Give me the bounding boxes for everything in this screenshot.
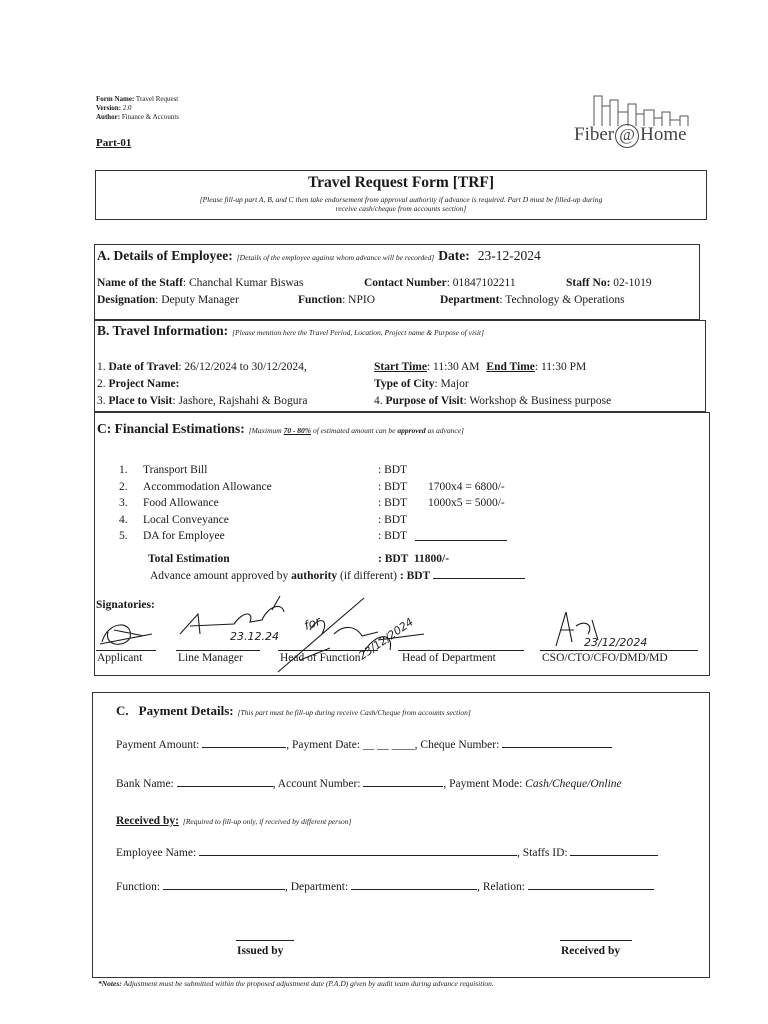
hand-head-function-date: 23/12/2024 — [356, 615, 416, 663]
signatures-overlay — [94, 590, 714, 680]
contact-label: Contact Number — [364, 277, 447, 289]
cxo-label: CSO/CTO/CFO/DMD/MD — [542, 652, 668, 664]
head-function-label: Head of Function — [280, 652, 361, 664]
city-label: Type of City — [374, 378, 435, 390]
payment-heading-num: C. — [116, 703, 129, 718]
issued-by-label: Issued by — [237, 945, 284, 957]
end-time-label: End Time — [486, 361, 535, 373]
footer-notes — [98, 979, 494, 988]
note-pre: [Maximum — [248, 426, 284, 435]
payment-row-3 — [116, 845, 658, 859]
applicant-signature — [100, 625, 152, 644]
head-department-label: Head of Department — [402, 652, 496, 664]
item-label: Food Allowance — [143, 497, 219, 509]
item-num: 2. — [119, 480, 128, 493]
received-by-label: Received by: — [116, 815, 179, 827]
payment-date-field[interactable]: __ __ ____ — [362, 739, 415, 751]
advance-pre: Advance amount approved by — [150, 570, 292, 582]
notes-text: Adjustment must be submitted within the proposed adjustment date (P.A.D) given by audit team during advance requisition. — [121, 979, 494, 988]
form-instruction-2: receive cash/cheque from accounts section] — [335, 204, 467, 213]
item-label: Accommodation Allowance — [143, 480, 272, 493]
time-field — [374, 361, 586, 373]
item-amount: 1000x5 = 5000/- — [428, 497, 505, 509]
note-post: as advance] — [425, 426, 464, 435]
staffs-id-label: , Staffs ID: — [517, 847, 568, 859]
department-field — [440, 294, 625, 306]
total-estimation-label: Total Estimation — [148, 553, 230, 565]
head-department-sign-line — [398, 650, 524, 651]
received-by-sign-label: Received by — [561, 945, 621, 957]
received-by-note: [Required to fill-up only, if received by different person] — [182, 817, 352, 826]
designation-value: : Deputy Manager — [155, 294, 239, 306]
employee-name-label: Employee Name: — [116, 847, 197, 859]
line-manager-signature — [180, 596, 284, 634]
payment-mode-label: , Payment Mode: — [443, 778, 523, 790]
version: 2.0 — [122, 104, 132, 112]
staffs-id-field[interactable] — [570, 845, 658, 856]
da-amount-blank — [415, 530, 507, 541]
advance-bold: authority — [291, 570, 338, 582]
item-label: Local Conveyance — [143, 513, 229, 526]
cxo-sign-line — [540, 650, 698, 651]
payment-function-field[interactable] — [163, 879, 285, 890]
purpose-label: Purpose of Visit — [385, 395, 464, 407]
payment-row-2 — [116, 776, 622, 790]
author: Finance & Accounts — [121, 113, 180, 121]
city-value: : Major — [434, 378, 469, 390]
advance-approved-row — [150, 568, 525, 582]
section-a-header — [97, 247, 541, 265]
item-currency: : BDT — [378, 464, 408, 476]
date-of-travel-value: : 26/12/2024 to 30/12/2024, — [178, 361, 307, 373]
start-time-label: Start Time — [374, 361, 427, 373]
total-estimation-value: : BDT 11800/- — [378, 553, 450, 565]
logo-text-fiber: Fiber — [574, 124, 615, 145]
section-c-note — [249, 426, 464, 435]
staff-row — [97, 277, 303, 289]
payment-heading: Payment Details: — [138, 703, 234, 718]
logo-text-home: Home — [640, 124, 687, 145]
hand-for: for — [302, 614, 323, 633]
payment-function-label: Function: — [116, 881, 161, 893]
item-currency: : BDT — [378, 530, 408, 542]
item-label: DA for Employee — [143, 530, 225, 542]
head-function-sign-line — [278, 650, 378, 651]
relation-label: , Relation: — [477, 881, 525, 893]
form-name-label: Form Name: — [96, 95, 135, 103]
payment-row-1 — [116, 737, 612, 751]
designation-label: Designation — [97, 294, 156, 306]
note-mid: of estimated amount can be — [311, 426, 398, 435]
end-time-value: : 11:30 PM — [534, 361, 587, 373]
relation-field[interactable] — [528, 879, 654, 890]
skyline-icon — [592, 92, 702, 128]
account-number-field[interactable] — [363, 776, 443, 787]
section-a-note: [Details of the employee against whom advance will be recorded] — [236, 253, 435, 262]
title-box — [95, 170, 707, 220]
line-manager-label: Line Manager — [178, 652, 243, 664]
purpose-field — [374, 395, 611, 407]
item-num: 1. — [119, 464, 128, 476]
place-field — [97, 395, 307, 407]
contact-field — [364, 277, 516, 289]
advance-amount-blank — [433, 568, 525, 579]
function-value: : NPIO — [342, 294, 375, 306]
item-currency: : BDT — [378, 497, 408, 509]
item-num: 3. — [119, 497, 128, 509]
received-by-sign-line — [560, 940, 632, 941]
place-label: Place to Visit — [108, 395, 173, 407]
date-of-travel-field — [97, 361, 307, 373]
payment-date-label: , Payment Date: — [286, 739, 361, 751]
logo-at: @ — [615, 124, 639, 148]
function-field — [298, 294, 375, 306]
section-b-note: [Please mention here the Travel Period, Location, Project name & Purpose of visit] — [232, 328, 485, 337]
project-label: Project Name: — [108, 378, 180, 390]
form-instruction-1: [Please fill-up part A, B, and C then take endorsement from approval authority if advance is required. Part D must be filled-up during — [199, 195, 603, 204]
section-b-header — [97, 322, 484, 340]
author-label: Author: — [96, 113, 121, 121]
staff-name-label: Name of the Staff — [97, 277, 183, 289]
payment-amount-field[interactable] — [202, 737, 286, 748]
line-manager-sign-line — [176, 650, 260, 651]
payment-department-field[interactable] — [351, 879, 477, 890]
received-by-header — [116, 811, 351, 829]
date-of-travel-label: Date of Travel — [108, 361, 179, 373]
version-label: Version: — [96, 104, 122, 112]
date-of-travel-num: 1. — [97, 361, 109, 373]
issued-by-line — [236, 940, 294, 941]
start-time-value: : 11:30 AM — [426, 361, 480, 373]
place-num: 3. — [97, 395, 109, 407]
account-number-label: , Account Number: — [272, 778, 361, 790]
section-b-heading: B. Travel Information: — [97, 323, 229, 338]
company-logo — [574, 92, 714, 152]
form-name: Travel Request — [135, 95, 179, 103]
bank-name-label: Bank Name: — [116, 778, 174, 790]
employee-name-field[interactable] — [199, 845, 517, 856]
notes-label: *Notes: — [98, 979, 122, 988]
staff-name: : Chanchal Kumar Biswas — [182, 277, 304, 289]
advance-post: (if different) — [337, 570, 400, 582]
date-label: Date: — [438, 248, 470, 263]
part-label: Part-01 — [96, 137, 132, 149]
item-amount: 1700x4 = 6800/- — [428, 480, 505, 493]
designation-field — [97, 294, 239, 306]
note-approved: approved — [397, 426, 426, 435]
item-label: Transport Bill — [143, 464, 208, 476]
purpose-value: : Workshop & Business purpose — [463, 395, 612, 407]
applicant-label: Applicant — [97, 652, 143, 664]
cheque-number-field[interactable] — [502, 737, 612, 748]
staff-no-value: 02-1019 — [613, 277, 652, 289]
staff-no-label: Staff No: — [566, 277, 611, 289]
place-value: : Jashore, Rajshahi & Bogura — [172, 395, 308, 407]
item-currency: : BDT — [378, 513, 408, 526]
item-currency: : BDT — [378, 480, 408, 493]
payment-note: [This part must be fill-up during receive Cash/Cheque from accounts section] — [237, 708, 471, 717]
advance-value: : BDT — [399, 570, 431, 582]
project-field — [97, 378, 179, 390]
form-meta — [96, 95, 179, 122]
department-label: Department — [440, 294, 500, 306]
section-c-heading: C: Financial Estimations: — [97, 421, 245, 436]
note-pct: 70 - 80% — [283, 426, 312, 435]
payment-row-4 — [116, 879, 654, 893]
applicant-sign-line — [96, 650, 156, 651]
contact-value: : 01847102211 — [446, 277, 516, 289]
staff-no-field — [566, 277, 652, 289]
item-num: 4. — [119, 513, 128, 526]
project-num: 2. — [97, 378, 109, 390]
date-value: 23-12-2024 — [477, 248, 541, 263]
section-c-header — [97, 420, 464, 438]
section-a-heading: A. Details of Employee: — [97, 248, 233, 263]
cheque-number-label: , Cheque Number: — [414, 739, 500, 751]
city-field — [374, 378, 469, 390]
section-payment — [92, 692, 710, 978]
payment-amount-label: Payment Amount: — [116, 739, 200, 751]
payment-mode-value: Cash/Cheque/Online — [525, 778, 622, 790]
payment-department-label: , Department: — [284, 881, 349, 893]
hand-cxo-date: 23/12/2024 — [584, 636, 648, 649]
bank-name-field[interactable] — [177, 776, 273, 787]
signatories-heading: Signatories: — [96, 599, 155, 611]
department-value: : Technology & Operations — [499, 294, 625, 306]
payment-header — [116, 702, 471, 720]
purpose-num: 4. — [374, 395, 386, 407]
item-num: 5. — [119, 530, 128, 542]
hand-line-manager-date: 23.12.24 — [230, 630, 279, 643]
function-label: Function — [298, 294, 343, 306]
form-title: Travel Request Form [TRF] — [307, 174, 495, 191]
